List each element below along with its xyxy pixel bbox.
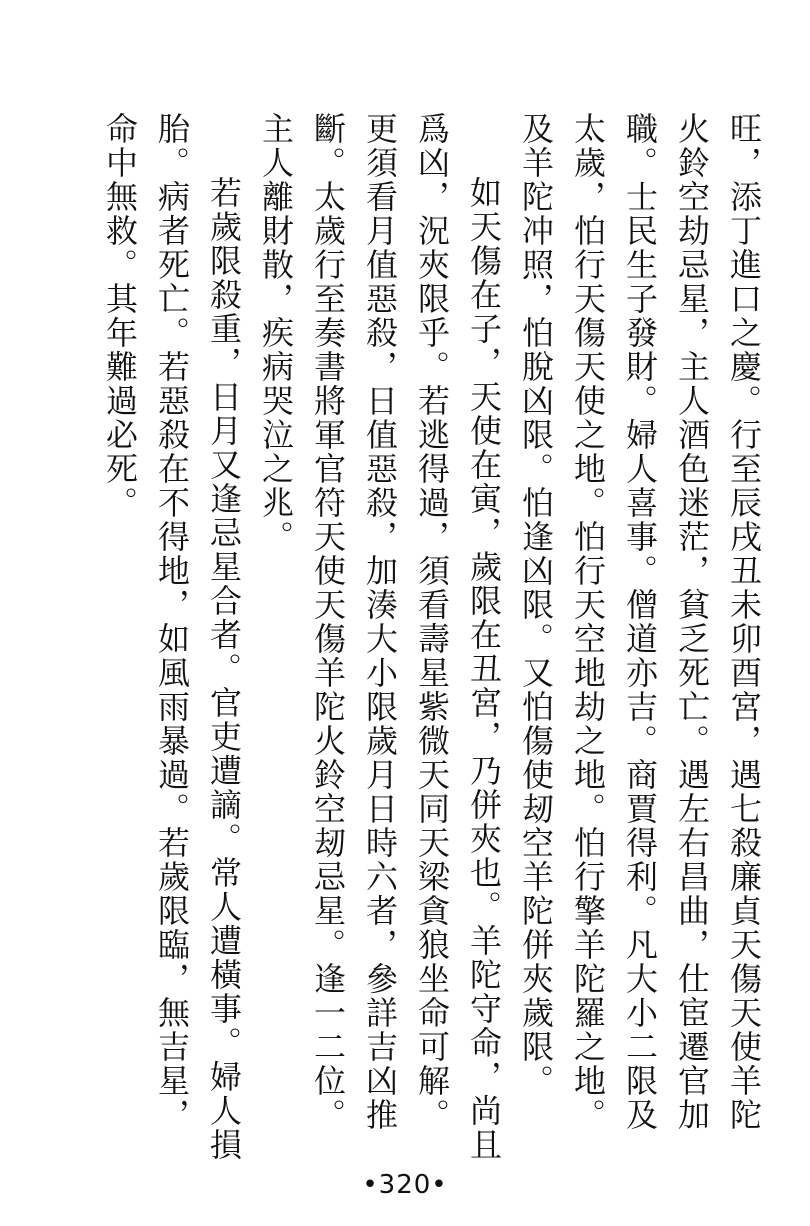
- page-number: •320•: [362, 1170, 448, 1200]
- paragraph-2: 如天傷在子，天使在寅，歲限在丑宮，乃併夾也。羊陀守命，尚且爲凶，況夾限乎。若逃得過，須看壽星紫微天同天梁貪狼坐命可解。更須看月值惡殺，日值惡殺，加湊大小限歲月日時六者，參詳吉凶推斷。太歲行至奏書將軍官符天使天傷羊陀火鈴空刼忌星。逢一二位。主人離財散，疾病哭泣之兆。: [257, 112, 503, 1162]
- paragraph-3: 若歲限殺重，日月又逢忌星合者。官吏遭謫。常人遭橫事。婦人損胎。病者死亡。若惡殺在不得地，如風雨暴過。若歲限臨，無吉星，命中無救。其年難過必死。: [101, 112, 243, 1162]
- vertical-text-body: [94, 112, 770, 1162]
- paragraph-1: 旺，添丁進口之慶。行至辰戌丑未卯酉宮，遇七殺廉貞天傷天使羊陀火鈴空劫忌星，主人酒色迷茫，貧乏死亡。遇左右昌曲，仕宦遷官加職。士民生子發財。婦人喜事。僧道亦吉。商賈得利。凡大小二限及太歲，怕行天傷天使之地。怕行天空地劫之地。怕行擎羊陀羅之地。及羊陀冲照，怕脫凶限。怕逢凶限。又怕傷使刼空羊陀併夾歲限。: [517, 112, 763, 1132]
